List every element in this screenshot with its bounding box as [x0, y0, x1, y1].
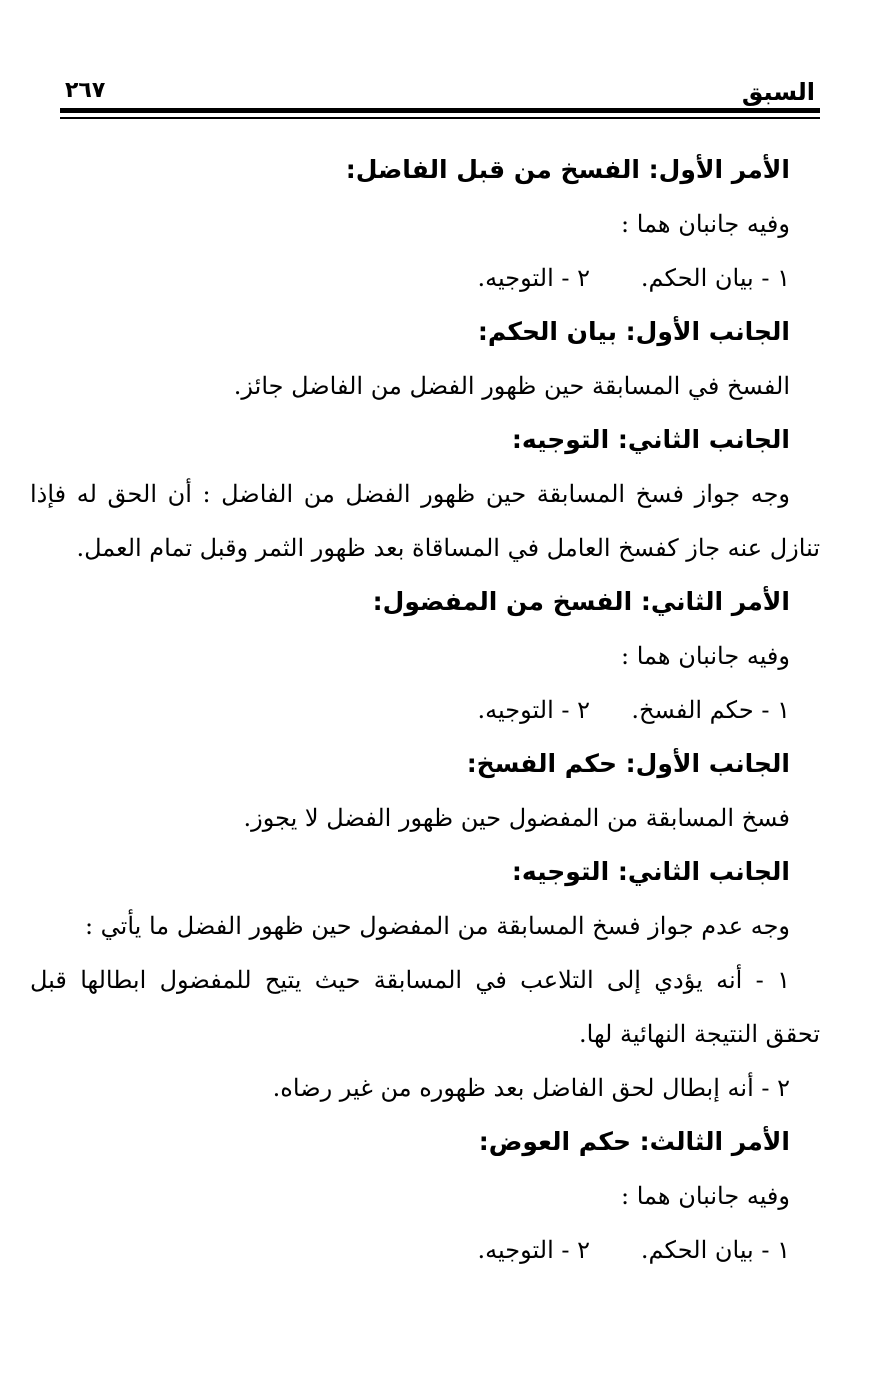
paragraph-line: وفيه جانبان هما :	[621, 210, 790, 238]
page-number: ٢٦٧	[65, 78, 106, 103]
header-rule-thick	[60, 108, 820, 113]
paragraph-line: ١ - أنه يؤدي إلى التلاعب في المسابقة حيث يتيح للمفضول ابطالها قبل	[30, 966, 790, 994]
page-body	[30, 143, 820, 1277]
header-rule-thin	[60, 117, 820, 119]
section-heading: الجانب الثاني: التوجيه:	[511, 857, 790, 886]
section-heading: الأمر الثاني: الفسخ من المفضول:	[372, 587, 790, 616]
enumeration-item: ١ - حكم الفسخ.	[631, 696, 790, 724]
paragraph-line: تحقق النتيجة النهائية لها.	[579, 1020, 820, 1048]
enumeration-row	[60, 683, 790, 737]
paragraph-line: وجه عدم جواز فسخ المسابقة من المفضول حين ظهور الفضل ما يأتي :	[84, 912, 790, 940]
section-heading: الجانب الأول: حكم الفسخ:	[466, 749, 790, 778]
section-heading: الجانب الأول: بيان الحكم:	[477, 317, 790, 346]
section-heading: الأمر الأول: الفسخ من قبل الفاضل:	[345, 155, 790, 184]
paragraph-line: تنازل عنه جاز كفسخ العامل في المساقاة بعد ظهور الثمر وقبل تمام العمل.	[76, 534, 820, 562]
enumeration-row	[60, 251, 790, 305]
enumeration-item: ٢ - التوجيه.	[477, 264, 590, 292]
paragraph-line: الفسخ في المسابقة حين ظهور الفضل من الفاضل جائز.	[233, 372, 790, 400]
enumeration-item: ٢ - التوجيه.	[477, 696, 590, 724]
section-heading: الجانب الثاني: التوجيه:	[511, 425, 790, 454]
running-title: السبق	[741, 78, 815, 106]
paragraph-line: فسخ المسابقة من المفضول حين ظهور الفضل لا يجوز.	[243, 804, 790, 832]
section-heading: الأمر الثالث: حكم العوض:	[478, 1127, 790, 1156]
enumeration-item: ١ - بيان الحكم.	[640, 1236, 790, 1264]
book-page	[30, 0, 820, 1383]
enumeration-row	[60, 1223, 790, 1277]
paragraph-line: وجه جواز فسخ المسابقة حين ظهور الفضل من الفاضل : أن الحق له فإذا	[30, 480, 790, 508]
enumeration-item: ١ - بيان الحكم.	[640, 264, 790, 292]
running-head	[60, 70, 820, 110]
paragraph-line: وفيه جانبان هما :	[621, 642, 790, 670]
paragraph-line: ٢ - أنه إبطال لحق الفاضل بعد ظهوره من غير رضاه.	[272, 1074, 790, 1102]
paragraph-line: وفيه جانبان هما :	[621, 1182, 790, 1210]
enumeration-item: ٢ - التوجيه.	[477, 1236, 590, 1264]
